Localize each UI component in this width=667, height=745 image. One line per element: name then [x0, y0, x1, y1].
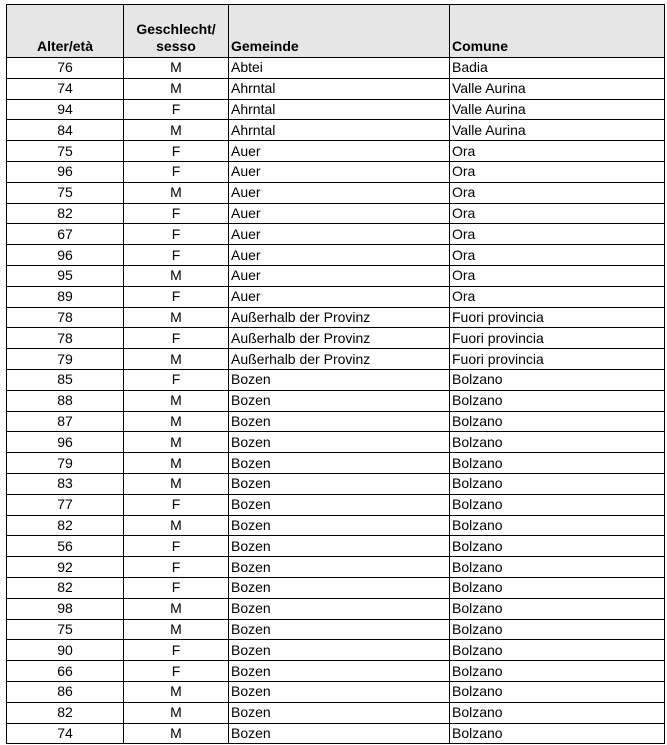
cell-age: 82: [7, 515, 124, 536]
table-body: [7, 58, 665, 744]
cell-gemeinde: Auer: [229, 161, 450, 182]
header-row: [7, 5, 665, 58]
cell-comune: Bolzano: [450, 681, 665, 702]
cell-gemeinde: Ahrntal: [229, 120, 450, 141]
cell-age: 78: [7, 307, 124, 328]
cell-gemeinde: Bozen: [229, 619, 450, 640]
cell-age: 82: [7, 203, 124, 224]
cell-age: 75: [7, 182, 124, 203]
cell-gemeinde: Bozen: [229, 453, 450, 474]
cell-gemeinde: Bozen: [229, 661, 450, 682]
cell-age: 87: [7, 411, 124, 432]
cell-comune: Bolzano: [450, 702, 665, 723]
cell-sex: M: [124, 681, 229, 702]
cell-gemeinde: Bozen: [229, 536, 450, 557]
cell-comune: Ora: [450, 141, 665, 162]
cell-sex: F: [124, 557, 229, 578]
table-row: [7, 161, 665, 182]
cell-comune: Bolzano: [450, 536, 665, 557]
cell-gemeinde: Bozen: [229, 557, 450, 578]
table-row: [7, 577, 665, 598]
table-row: [7, 640, 665, 661]
cell-comune: Bolzano: [450, 515, 665, 536]
cell-sex: F: [124, 161, 229, 182]
table-row: [7, 203, 665, 224]
cell-comune: Bolzano: [450, 369, 665, 390]
cell-age: 79: [7, 453, 124, 474]
cell-age: 66: [7, 661, 124, 682]
cell-sex: M: [124, 473, 229, 494]
header-sex-line1: Geschlecht/: [136, 21, 216, 37]
cell-sex: F: [124, 494, 229, 515]
cell-comune: Bolzano: [450, 390, 665, 411]
table-row: [7, 328, 665, 349]
cell-age: 94: [7, 99, 124, 120]
cell-gemeinde: Bozen: [229, 681, 450, 702]
cell-sex: M: [124, 182, 229, 203]
cell-sex: M: [124, 619, 229, 640]
cell-sex: M: [124, 265, 229, 286]
header-age: Alter/età: [7, 5, 124, 58]
cell-gemeinde: Auer: [229, 245, 450, 266]
cell-age: 77: [7, 494, 124, 515]
table-row: [7, 120, 665, 141]
cell-comune: Bolzano: [450, 598, 665, 619]
cell-age: 76: [7, 58, 124, 79]
cell-comune: Ora: [450, 161, 665, 182]
cell-sex: F: [124, 640, 229, 661]
cell-gemeinde: Auer: [229, 286, 450, 307]
cell-sex: F: [124, 203, 229, 224]
table-row: [7, 390, 665, 411]
cell-gemeinde: Außerhalb der Provinz: [229, 328, 450, 349]
cell-gemeinde: Bozen: [229, 640, 450, 661]
table-row: [7, 536, 665, 557]
cell-age: 79: [7, 349, 124, 370]
cell-age: 83: [7, 473, 124, 494]
cell-sex: M: [124, 432, 229, 453]
cell-sex: M: [124, 411, 229, 432]
table-row: [7, 681, 665, 702]
cell-comune: Bolzano: [450, 661, 665, 682]
table-row: [7, 702, 665, 723]
table-header: [7, 5, 665, 58]
cell-comune: Ora: [450, 245, 665, 266]
cell-comune: Bolzano: [450, 723, 665, 744]
cell-age: 95: [7, 265, 124, 286]
cell-age: 92: [7, 557, 124, 578]
table-row: [7, 619, 665, 640]
cell-age: 89: [7, 286, 124, 307]
cell-gemeinde: Auer: [229, 141, 450, 162]
cell-gemeinde: Auer: [229, 203, 450, 224]
cell-sex: M: [124, 598, 229, 619]
table-row: [7, 453, 665, 474]
cell-age: 82: [7, 702, 124, 723]
cell-gemeinde: Auer: [229, 182, 450, 203]
data-table: [6, 4, 665, 744]
cell-comune: Ora: [450, 224, 665, 245]
cell-sex: F: [124, 99, 229, 120]
cell-gemeinde: Auer: [229, 265, 450, 286]
cell-age: 74: [7, 723, 124, 744]
cell-sex: M: [124, 349, 229, 370]
table-row: [7, 141, 665, 162]
cell-gemeinde: Außerhalb der Provinz: [229, 307, 450, 328]
cell-sex: F: [124, 328, 229, 349]
cell-gemeinde: Bozen: [229, 411, 450, 432]
cell-sex: M: [124, 390, 229, 411]
header-sex-line2: sesso: [156, 38, 196, 54]
cell-sex: M: [124, 702, 229, 723]
cell-comune: Bolzano: [450, 577, 665, 598]
cell-gemeinde: Außerhalb der Provinz: [229, 349, 450, 370]
cell-comune: Fuori provincia: [450, 349, 665, 370]
cell-gemeinde: Bozen: [229, 390, 450, 411]
table-row: [7, 245, 665, 266]
cell-sex: M: [124, 723, 229, 744]
cell-age: 85: [7, 369, 124, 390]
cell-comune: Ora: [450, 265, 665, 286]
cell-gemeinde: Bozen: [229, 494, 450, 515]
cell-sex: M: [124, 78, 229, 99]
table-row: [7, 182, 665, 203]
cell-age: 78: [7, 328, 124, 349]
cell-age: 90: [7, 640, 124, 661]
table-row: [7, 473, 665, 494]
cell-comune: Bolzano: [450, 640, 665, 661]
cell-gemeinde: Abtei: [229, 58, 450, 79]
table-row: [7, 99, 665, 120]
cell-comune: Valle Aurina: [450, 99, 665, 120]
cell-comune: Fuori provincia: [450, 328, 665, 349]
cell-gemeinde: Bozen: [229, 432, 450, 453]
cell-sex: F: [124, 245, 229, 266]
cell-comune: Valle Aurina: [450, 78, 665, 99]
table-row: [7, 307, 665, 328]
header-sex: [124, 5, 229, 58]
cell-gemeinde: Bozen: [229, 577, 450, 598]
cell-age: 86: [7, 681, 124, 702]
cell-gemeinde: Ahrntal: [229, 99, 450, 120]
cell-gemeinde: Bozen: [229, 369, 450, 390]
cell-gemeinde: Bozen: [229, 702, 450, 723]
table-row: [7, 349, 665, 370]
table-row: [7, 58, 665, 79]
table-row: [7, 369, 665, 390]
cell-age: 56: [7, 536, 124, 557]
cell-comune: Ora: [450, 182, 665, 203]
cell-comune: Valle Aurina: [450, 120, 665, 141]
cell-comune: Ora: [450, 286, 665, 307]
cell-age: 98: [7, 598, 124, 619]
table-row: [7, 432, 665, 453]
header-gemeinde: Gemeinde: [229, 5, 450, 58]
cell-sex: M: [124, 453, 229, 474]
cell-age: 96: [7, 245, 124, 266]
table-row: [7, 286, 665, 307]
table-row: [7, 723, 665, 744]
cell-age: 82: [7, 577, 124, 598]
cell-sex: F: [124, 536, 229, 557]
cell-gemeinde: Auer: [229, 224, 450, 245]
table-row: [7, 661, 665, 682]
cell-comune: Bolzano: [450, 557, 665, 578]
cell-comune: Bolzano: [450, 473, 665, 494]
cell-sex: F: [124, 661, 229, 682]
table-row: [7, 557, 665, 578]
table-row: [7, 411, 665, 432]
cell-sex: M: [124, 515, 229, 536]
cell-comune: Bolzano: [450, 432, 665, 453]
cell-sex: F: [124, 141, 229, 162]
cell-gemeinde: Bozen: [229, 515, 450, 536]
cell-sex: M: [124, 307, 229, 328]
cell-gemeinde: Bozen: [229, 473, 450, 494]
cell-age: 75: [7, 619, 124, 640]
cell-comune: Bolzano: [450, 411, 665, 432]
cell-comune: Ora: [450, 203, 665, 224]
cell-sex: F: [124, 286, 229, 307]
cell-comune: Bolzano: [450, 494, 665, 515]
cell-age: 96: [7, 161, 124, 182]
cell-age: 84: [7, 120, 124, 141]
table-row: [7, 224, 665, 245]
cell-sex: M: [124, 58, 229, 79]
table-row: [7, 494, 665, 515]
cell-sex: M: [124, 120, 229, 141]
cell-age: 74: [7, 78, 124, 99]
table-row: [7, 598, 665, 619]
cell-sex: F: [124, 369, 229, 390]
cell-gemeinde: Bozen: [229, 723, 450, 744]
cell-age: 96: [7, 432, 124, 453]
table-row: [7, 265, 665, 286]
cell-sex: F: [124, 224, 229, 245]
cell-gemeinde: Bozen: [229, 598, 450, 619]
cell-gemeinde: Ahrntal: [229, 78, 450, 99]
cell-age: 75: [7, 141, 124, 162]
cell-age: 67: [7, 224, 124, 245]
cell-sex: F: [124, 577, 229, 598]
cell-comune: Bolzano: [450, 453, 665, 474]
table-row: [7, 515, 665, 536]
cell-age: 88: [7, 390, 124, 411]
table-row: [7, 78, 665, 99]
cell-comune: Fuori provincia: [450, 307, 665, 328]
cell-comune: Bolzano: [450, 619, 665, 640]
cell-comune: Badia: [450, 58, 665, 79]
header-comune: Comune: [450, 5, 665, 58]
